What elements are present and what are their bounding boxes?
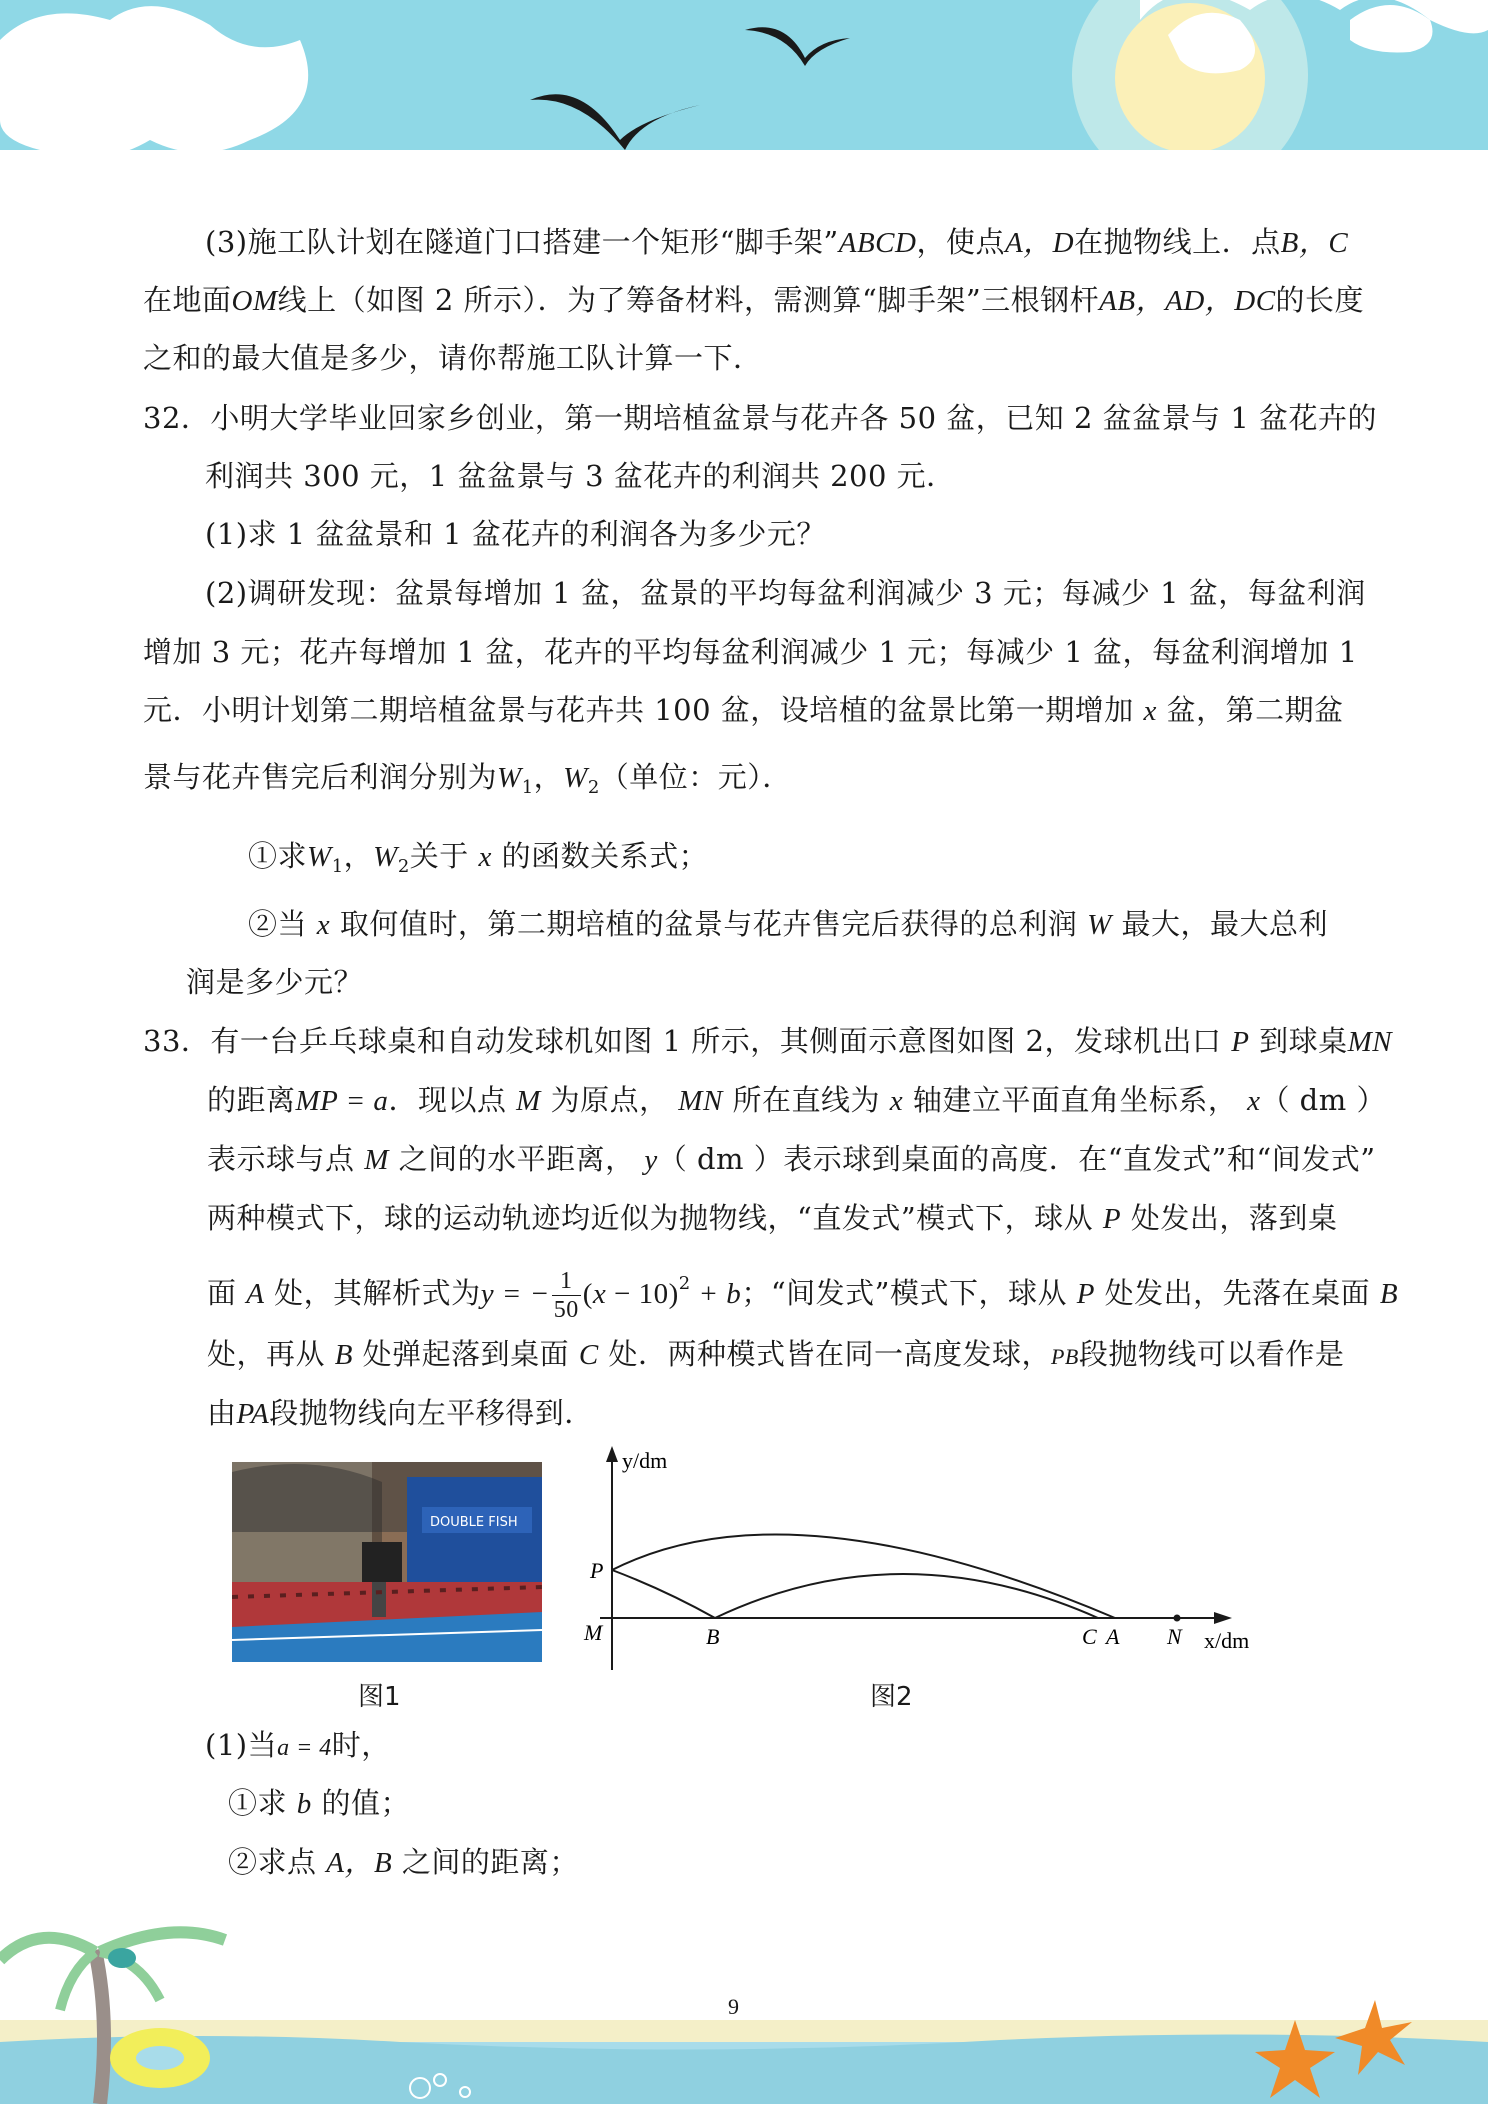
subscript: 2 xyxy=(587,777,600,798)
text: 的距离 xyxy=(207,1083,296,1117)
text: 段抛物线向左平移得到． xyxy=(269,1396,594,1430)
rods: AB，AD，DC xyxy=(1099,285,1276,317)
line-mn: MN xyxy=(678,1085,723,1117)
text: 到球桌 xyxy=(1259,1024,1348,1058)
var-b: b xyxy=(296,1788,312,1820)
formula-minus10: − 10 xyxy=(606,1278,669,1310)
header-decoration xyxy=(0,0,1488,170)
fraction-numerator: 1 xyxy=(552,1267,581,1296)
text: 33．有一台乒乓球桌和自动发球机如图 1 所示，其侧面示意图如图 2，发球机出口 xyxy=(143,1024,1222,1058)
label-n: N xyxy=(1167,1624,1182,1649)
text: 在地面 xyxy=(143,283,232,317)
label-m: M xyxy=(584,1620,603,1645)
curve-bc xyxy=(715,1574,1098,1618)
text: ②当 xyxy=(248,907,308,941)
p33-line3 xyxy=(207,1139,1376,1180)
label-p: P xyxy=(590,1558,604,1583)
superscript: 2 xyxy=(678,1273,691,1294)
text: 景与花卉售完后利润分别为 xyxy=(143,760,498,794)
text: （单位：元）． xyxy=(599,760,792,794)
figure1-caption: 图1 xyxy=(358,1682,401,1712)
figure2-diagram xyxy=(570,1440,1270,1680)
text: ， xyxy=(343,839,374,873)
text: ．现以点 xyxy=(388,1083,507,1117)
formula-x: x xyxy=(592,1278,607,1310)
var-w: W xyxy=(497,762,522,794)
subscript: 2 xyxy=(397,856,410,877)
p33-line1 xyxy=(143,1021,1392,1062)
text: 表示球与点 xyxy=(207,1142,355,1176)
paren-close: ) xyxy=(668,1278,679,1310)
text: 段抛物线可以看作是 xyxy=(1078,1337,1345,1371)
text: （ dm ）表示球到桌面的高度．在“直发式”和“间发式” xyxy=(657,1142,1376,1176)
var-y: y xyxy=(644,1144,658,1176)
text: 处发出，落到桌 xyxy=(1130,1201,1338,1235)
text: 处，再从 xyxy=(207,1337,326,1371)
label-b: B xyxy=(706,1624,720,1649)
var-x: x xyxy=(478,841,492,873)
subscript: 1 xyxy=(521,777,534,798)
point-n-dot xyxy=(1174,1615,1181,1622)
line-om: OM xyxy=(231,285,278,317)
text: 所在直线为 xyxy=(732,1083,881,1117)
page-number: 9 xyxy=(728,1994,739,2019)
text: 处，其解析式为 xyxy=(274,1276,481,1310)
p31-part3-line1 xyxy=(205,222,1348,263)
rect-abcd: ABCD xyxy=(838,227,917,259)
var-w: W xyxy=(373,841,398,873)
line-mn: MN xyxy=(1347,1026,1393,1058)
photo-banner-text: DOUBLE FISH xyxy=(430,1515,518,1530)
text: (1)当 xyxy=(205,1728,278,1762)
p32-line2: 利润共 300 元，1 盆盆景与 3 盆花卉的利润共 200 元． xyxy=(205,459,956,493)
points-ad: A，D xyxy=(1004,227,1075,259)
expr-a4: a = 4 xyxy=(277,1735,332,1761)
text: ①求 xyxy=(228,1786,288,1820)
text: 最大，最大总利 xyxy=(1121,907,1328,941)
p33-line5 xyxy=(207,1264,1398,1324)
formula-b: + b xyxy=(690,1278,742,1310)
p31-part3-line2 xyxy=(143,280,1364,321)
points-ab: A，B xyxy=(326,1847,393,1879)
p32-part1: (1)求 1 盆盆景和 1 盆花卉的利润各为多少元？ xyxy=(205,517,826,551)
point-p: P xyxy=(1231,1026,1250,1058)
var-w: W xyxy=(1087,909,1112,941)
p32-part2-line1: (2)调研发现：盆景每增加 1 盆，盆景的平均每盆利润减少 3 元；每减少 1 盆，每盆利润 xyxy=(205,576,1366,610)
text: 元．小明计划第二期培植盆景与花卉共 100 盆，设培植的盆景比第一期增加 xyxy=(143,693,1134,727)
text: 盆，第二期盆 xyxy=(1166,693,1344,727)
p32-line1: 32．小明大学毕业回家乡创业，第一期培植盆景与花卉各 50 盆，已知 2 盆盆景与 1 盆花卉的 xyxy=(143,401,1378,435)
text: 的长度 xyxy=(1275,283,1365,317)
figure2-caption: 图2 xyxy=(870,1682,913,1712)
var-x: x xyxy=(889,1085,904,1117)
p33-q1 xyxy=(228,1783,410,1824)
text: 的函数关系式； xyxy=(501,839,709,873)
text: 为原点， xyxy=(550,1083,669,1117)
x-axis-arrow-icon xyxy=(1214,1612,1232,1624)
text: 之间的水平距离， xyxy=(398,1142,635,1176)
y-axis-arrow-icon xyxy=(606,1446,618,1462)
text: (3)施工队计划在隧道门口搭建一个矩形“脚手架” xyxy=(205,225,839,259)
p32-part2-line2: 增加 3 元；花卉每增加 1 盆，花卉的平均每盆利润减少 1 元；每减少 1 盆，每盆利润增加 1 xyxy=(143,635,1358,669)
text: 轴建立平面直角坐标系， xyxy=(912,1083,1238,1117)
curve-pb xyxy=(612,1570,715,1618)
p33-line4 xyxy=(207,1198,1337,1239)
text: ；“间发式”模式下，球从 xyxy=(741,1276,1067,1310)
text: ①求 xyxy=(248,839,308,873)
text: 由 xyxy=(207,1396,237,1430)
p32-part2-line4 xyxy=(143,757,792,808)
p33-line7 xyxy=(207,1393,594,1434)
text: 取何值时，第二期培植的盆景与花卉售完后获得的总利润 xyxy=(339,907,1078,941)
text: 处发出，先落在桌面 xyxy=(1104,1276,1371,1310)
p33-part1 xyxy=(205,1725,391,1768)
segment-pb: PB xyxy=(1050,1344,1079,1369)
subscript: 1 xyxy=(331,856,344,877)
text: 处弹起落到桌面 xyxy=(362,1337,570,1371)
footer-decoration xyxy=(0,1880,1488,2104)
label-c: C xyxy=(1082,1624,1097,1649)
p33-line2 xyxy=(207,1080,1386,1121)
point-b: B xyxy=(334,1339,353,1371)
text: 在抛物线上．点 xyxy=(1074,225,1281,259)
text: 时， xyxy=(331,1728,391,1762)
p33-q2 xyxy=(228,1842,579,1883)
p32-q1 xyxy=(248,836,708,887)
points-bc: B，C xyxy=(1280,227,1349,259)
p33-line6 xyxy=(207,1334,1344,1377)
var-w: W xyxy=(307,841,332,873)
paren-open: ( xyxy=(582,1278,593,1310)
p31-part3-line3: 之和的最大值是多少，请你帮施工队计算一下． xyxy=(143,341,763,375)
text: （ dm ） xyxy=(1260,1083,1386,1117)
text: ，使点 xyxy=(916,225,1005,259)
var-x: x xyxy=(1143,695,1157,727)
p32-q2-line2: 润是多少元？ xyxy=(186,965,364,999)
figure1-photo xyxy=(232,1462,542,1662)
fraction xyxy=(552,1267,581,1324)
p32-q2 xyxy=(248,904,1328,945)
var-w: W xyxy=(563,762,588,794)
p32-part2-line3 xyxy=(143,690,1344,731)
point-c: C xyxy=(578,1339,599,1371)
label-a: A xyxy=(1106,1624,1120,1649)
text: 之间的距离； xyxy=(401,1845,579,1879)
fraction-denominator: 50 xyxy=(553,1296,579,1323)
point-p: P xyxy=(1076,1278,1095,1310)
text: 关于 xyxy=(409,839,469,873)
var-x: x xyxy=(1247,1085,1261,1117)
x-axis-label: x/dm xyxy=(1204,1628,1250,1653)
formula-y: y = − xyxy=(480,1278,550,1310)
text: 两种模式下，球的运动轨迹均近似为抛物线，“直发式”模式下，球从 xyxy=(207,1201,1094,1235)
text: 处．两种模式皆在同一高度发球， xyxy=(608,1337,1051,1371)
segment-pa: PA xyxy=(236,1398,270,1430)
text: 面 xyxy=(207,1276,237,1310)
text: ②求点 xyxy=(228,1845,317,1879)
text: 线上（如图 2 所示）．为了筹备材料，需测算“脚手架”三根钢杆 xyxy=(277,283,1100,317)
point-b: B xyxy=(1379,1278,1399,1310)
point-p: P xyxy=(1102,1203,1122,1235)
point-m: M xyxy=(364,1144,389,1176)
y-axis-label: y/dm xyxy=(622,1448,668,1473)
point-a: A xyxy=(246,1278,265,1310)
text: 的值； xyxy=(321,1786,410,1820)
var-x: x xyxy=(316,909,331,941)
expr-mp: MP = a xyxy=(295,1085,389,1117)
text: ， xyxy=(533,760,564,794)
point-m: M xyxy=(516,1085,541,1117)
